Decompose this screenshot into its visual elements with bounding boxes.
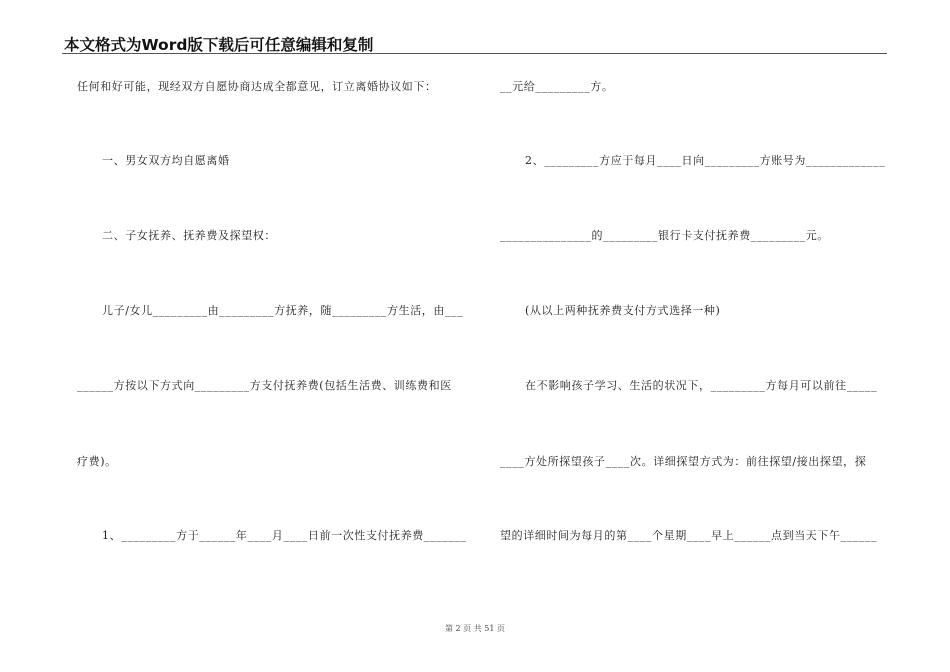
right-line-5: 在不影响孩子学习、生活的状况下，_________方每月可以前往_____: [525, 379, 878, 392]
left-line-1: 任何和好可能，现经双方自愿协商达成全都意见，订立离婚协议如下：: [77, 80, 437, 93]
right-line-6: ____方处所探望孩子____次。详细探望方式为：前往探望/接出探望，探: [500, 455, 867, 468]
right-line-3: _______________的_________银行卡支付抚养费_________元。: [500, 229, 829, 242]
right-line-7: 望的详细时间为每月的第____个星期____早上______点到当天下午______: [500, 529, 878, 542]
right-line-2: 2、_________方应于每月____日向_________方账号为_____________: [525, 154, 886, 167]
header-divider: [62, 53, 887, 54]
left-line-7: 1、_________方于______年____月____日前一次性支付抚养费_______: [102, 529, 467, 542]
page-number: 第 2 页 共 51 页: [445, 624, 505, 633]
left-line-3: 二、子女抚养、抚养费及探望权：: [102, 229, 276, 242]
right-line-1: __元给_________方。: [500, 80, 614, 93]
document-header-title: 本文格式为Word版下载后可任意编辑和复制: [64, 36, 374, 54]
left-line-6: 疗费)。: [77, 455, 117, 468]
right-line-4: (从以上两种抚养费支付方式选择一种): [525, 304, 721, 317]
left-line-4: 儿子/女儿_________由_________方抚养，随_________方生活，由___: [102, 304, 464, 317]
left-line-5: ______方按以下方式向_________方支付抚养费(包括生活费、训练费和医: [77, 379, 452, 392]
left-line-2: 一、男女双方均自愿离婚: [102, 154, 230, 167]
